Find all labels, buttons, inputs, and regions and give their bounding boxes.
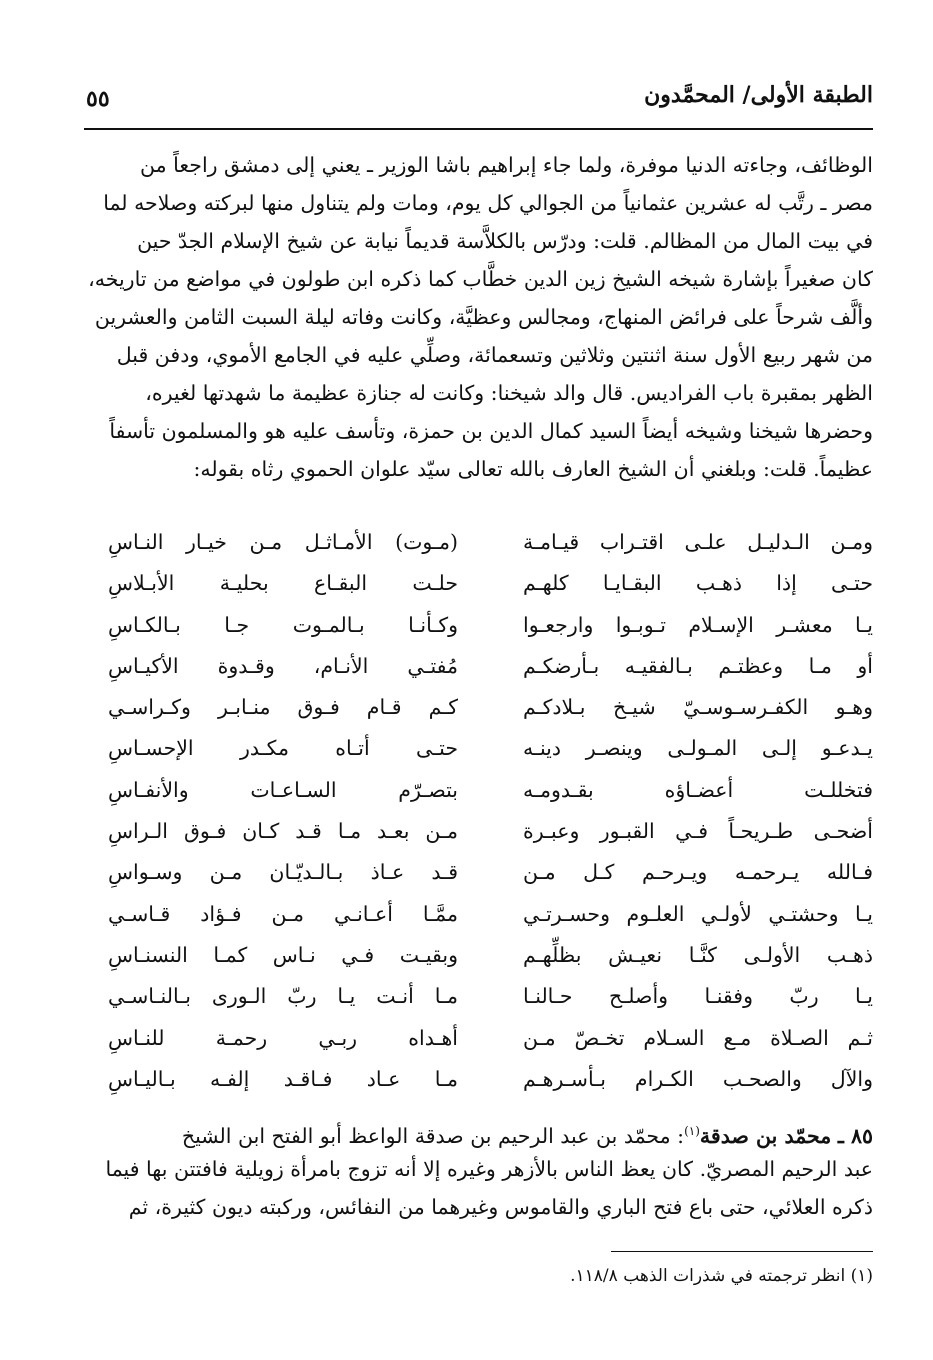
poem-verse — [88, 1059, 873, 1100]
verse-first-hemistich: فتخللـت أعضـاؤه بقـدومـه — [523, 777, 873, 802]
verse-second-hemistich: مـا عـاد فـاقـد إلفـه بـاليـاسِ — [108, 1066, 458, 1091]
verse-first-hemistich: ثـم الصـلاة مـع السـلام تخـصّ مـن — [523, 1025, 873, 1050]
verse-second-hemistich: كـم قـام فـوق منـابـر وكـراسـي — [108, 695, 458, 720]
paragraph-line: وحضرها شيخنا وشيخه أيضاً السيد كمال الدين بن حمزة، وتأسف عليه هو والمسلمون تأسفاً — [109, 419, 873, 443]
verse-second-hemistich: أهـداه ربـي رحمـة للنـاسِ — [108, 1025, 458, 1050]
poem-verse — [88, 687, 873, 728]
verse-second-hemistich: وكـأنـا بـالمـوت جـا بـالكـاسِ — [108, 612, 458, 637]
verse-second-hemistich: مـا أنـت يـا ربّ الـورى بـالنـاسـي — [108, 984, 458, 1009]
footnote: (١) انظر ترجمته في شذرات الذهب ١١٨/٨. — [570, 1266, 873, 1286]
poem-verse — [88, 522, 873, 563]
verse-second-hemistich: قـد عـاذ بـالـديّـان مـن وسـواسِ — [108, 860, 458, 885]
poem-verse — [88, 728, 873, 769]
paragraph-line: كان صغيراً بإشارة شيخه الشيخ زين الدين خطَّاب كما ذكره ابن طولون في مواضع من تاريخه، — [88, 267, 873, 291]
poem-verse — [88, 811, 873, 852]
entry-text: : محمّد بن عبد الرحيم بن صدقة الواعظ أبو الفتح ابن الشيخ — [181, 1123, 685, 1148]
verse-second-hemistich: مُفتـي الأنـام، وقـدوة الأكيـاسِ — [108, 653, 458, 678]
verse-first-hemistich: والآل والصحـب الكـرام بـأسـرهـم — [523, 1066, 873, 1091]
verse-second-hemistich: حتـى أتـاه مكـدر الإحسـاسِ — [108, 736, 458, 761]
paragraph-line: ذكره العلائي، حتى باع فتح الباري والقاموس وغيرهما من النفائس، وركبته ديون كثيرة، ثم — [128, 1195, 873, 1219]
verse-first-hemistich: وهـو الكفـرسـوسـيّ شيـخ بـلادكـم — [523, 695, 873, 720]
biography-entry — [88, 1112, 873, 1226]
verse-first-hemistich: حتـى إذا ذهـب البقـايـا كلهـم — [523, 571, 873, 596]
verse-first-hemistich: يـا وحشتـي لأولـي العلـوم وحسـرتـي — [523, 901, 873, 926]
verse-second-hemistich: (مـوت) الأمـاثـل مـن خيـار النـاسِ — [108, 530, 458, 554]
paragraph-line: الظهر بمقبرة باب الفراديس. قال والد شيخنا: وكانت له جنازة عظيمة ما شهدتها لغيره، — [145, 381, 873, 405]
poem-verse — [88, 894, 873, 935]
entry-name: محمّد بن صدقة — [699, 1123, 832, 1148]
verse-second-hemistich: مـن بعـد مـا قـد كـان فـوق الـراسِ — [108, 819, 458, 844]
verse-first-hemistich: يـا معشـر الإسـلام تـوبـوا وارجعـوا — [523, 612, 873, 637]
paragraph-line: الوظائف، وجاءته الدنيا موفرة، ولما جاء إبراهيم باشا الوزير ـ يعني إلى دمشق راجعاً من — [140, 153, 873, 177]
paragraph-line: في بيت المال من المظالم. قلت: ودرّس بالكلاَّسة قديماً نيابة عن شيخ الإسلام الجدّ حين — [137, 229, 873, 253]
verse-first-hemistich: يـا ربّ وفقنـا وأصلـح حـالنـا — [523, 984, 873, 1009]
body-paragraph — [88, 146, 873, 488]
elegy-poem — [88, 522, 873, 1100]
paragraph-line: وألَّف شرحاً على فرائض المنهاج، ومجالس وعظيَّة، وكانت وفاته ليلة السبت الثامن والعشرين — [94, 305, 873, 329]
poem-verse — [88, 852, 873, 893]
verse-first-hemistich: يـدعـو إلـى المـولـى وينصـر دينـه — [523, 736, 873, 761]
poem-verse — [88, 1018, 873, 1059]
paragraph-line: من شهر ربيع الأول سنة اثنتين وثلاثين وتسعمائة، وصلِّي عليه في الجامع الأموي، ودفن قبل — [116, 343, 873, 367]
verse-first-hemistich: ذهـب الأولـى كنَّـا نعيـش بظلِّهـم — [523, 942, 873, 967]
header-divider — [84, 128, 873, 130]
poem-verse — [88, 646, 873, 687]
footnote-divider — [611, 1251, 873, 1252]
verse-second-hemistich: وبقيـت فـي نـاس كمـا النسنـاسِ — [108, 942, 458, 967]
running-header-title: الطبقة الأولى/ المحمَّدون — [644, 82, 873, 108]
poem-verse — [88, 770, 873, 811]
verse-second-hemistich: حلـت البقـاع بحليـة الأبـلاسِ — [108, 571, 458, 596]
verse-first-hemistich: فـالله يـرحمـه ويـرحـم كـل مـن — [523, 860, 873, 885]
paragraph-line: عظيماً. قلت: وبلغني أن الشيخ العارف بالله تعالى سيّد علوان الحموي رثاه بقوله: — [193, 457, 873, 481]
paragraph-line: مصر ـ رتَّب له عشرين عثمانياً من الجوالي كل يوم، ومات ولم يتناول منها لبركته وصلاحه لما — [103, 191, 873, 215]
poem-verse — [88, 976, 873, 1017]
verse-first-hemistich: ومـن الـدليـل علـى اقتـراب قيـامـة — [523, 530, 873, 554]
verse-first-hemistich: أضحـى طـريحـاً فـي القبـور وعبـرة — [523, 819, 873, 844]
biography-first-line — [88, 1112, 873, 1150]
verse-second-hemistich: بتصـرّم السـاعـات والأنفـاسِ — [108, 777, 458, 802]
entry-number: ٨٥ ـ — [837, 1123, 873, 1148]
verse-first-hemistich: أو مـا وعظتـم بـالفقيـه بـأرضكـم — [523, 653, 873, 678]
paragraph-line: عبد الرحيم المصريّ. كان يعظ الناس بالأزهر وغيره إلا أنه تزوج بامرأة زويلية فافتتن بها فيما — [105, 1157, 873, 1181]
poem-verse — [88, 605, 873, 646]
poem-verse — [88, 935, 873, 976]
verse-second-hemistich: ممَّـا أعـانـي مـن فـؤاد قـاسـي — [108, 901, 458, 926]
page-number: ٥٥ — [86, 86, 110, 112]
footnote-reference[interactable]: (١) — [684, 1124, 700, 1138]
poem-verse — [88, 563, 873, 604]
